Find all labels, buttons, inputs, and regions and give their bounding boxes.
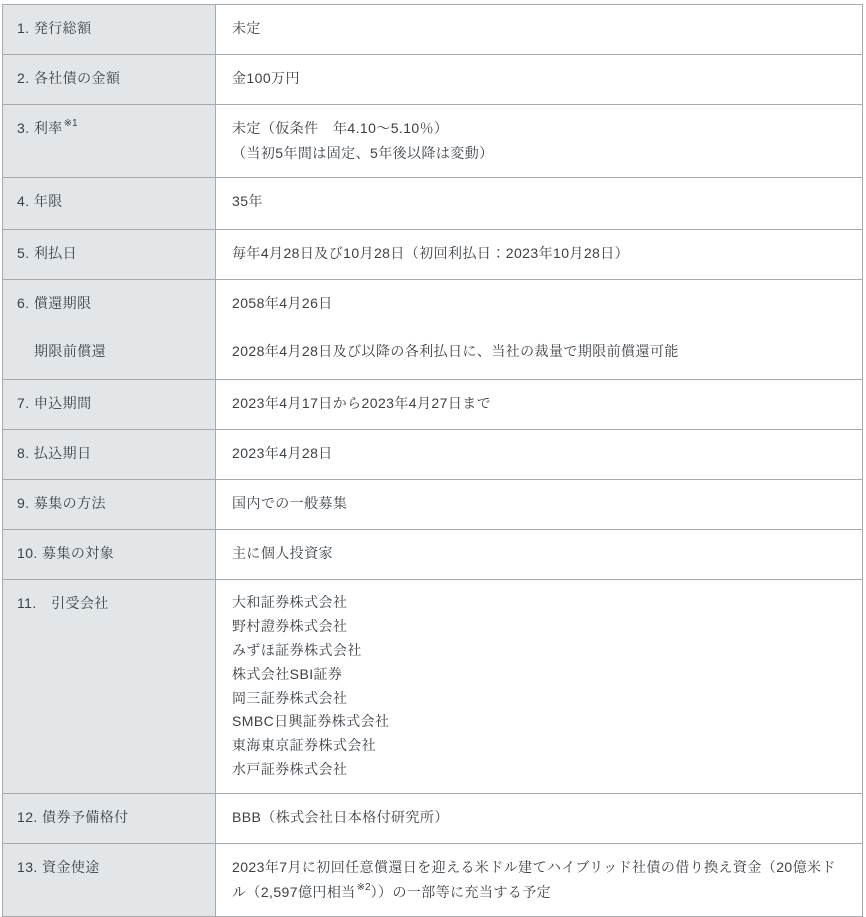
table-row (3, 178, 862, 230)
row-label-text: 13. 資金使途 (17, 858, 100, 875)
row-value-line: 未定（仮条件 年4.10～5.10％） (232, 120, 449, 136)
row-value-text: 主に個人投資家 (232, 545, 333, 562)
table-row (3, 55, 862, 105)
row-value (216, 280, 862, 379)
row-sublabel-text: 期限前償還 (34, 342, 107, 359)
row-label-text: 10. 募集の対象 (17, 545, 115, 562)
row-label-text: 8. 払込期日 (17, 445, 92, 462)
row-value-text: 2023年4月17日から2023年4月27日まで (232, 395, 492, 412)
row-value (216, 480, 862, 529)
row-value (216, 380, 862, 429)
table-row (3, 105, 862, 178)
row-label-text: 5. 利払日 (17, 245, 78, 262)
row-value-text: 毎年4月28日及び10月28日（初回利払日：2023年10月28日） (232, 245, 630, 262)
footnote-marker-2: ※2 (356, 882, 371, 894)
row-label-text: 6. 償還期限 (17, 295, 92, 312)
row-label (3, 105, 216, 177)
underwriter-item: 東海東京証券株式会社 (232, 737, 377, 754)
row-value (216, 230, 862, 279)
table-row (3, 430, 862, 480)
row-label (3, 5, 216, 54)
row-value (216, 530, 862, 579)
row-value (216, 55, 862, 104)
row-label (3, 55, 216, 104)
row-label (3, 844, 216, 916)
row-value-text: 国内での一般募集 (232, 495, 348, 512)
row-label-text: 4. 年限 (17, 193, 63, 210)
footnote-marker-1: ※1 (63, 118, 78, 130)
row-label (3, 794, 216, 843)
row-label-text: 1. 発行総額 (17, 20, 92, 36)
row-value-line: （当初5年間は固定、5年後以降は変動） (232, 145, 494, 162)
underwriter-item: 野村證券株式会社 (232, 618, 348, 635)
row-value-text: 未定 (232, 20, 261, 36)
row-value-text (232, 855, 842, 905)
row-value-text: 2058年4月26日 (232, 295, 333, 312)
underwriter-item: 大和証券株式会社 (232, 594, 348, 611)
table-row (3, 280, 862, 380)
row-label-text: 11. 引受会社 (17, 595, 109, 612)
underwriter-item: 水戸証券株式会社 (232, 760, 348, 777)
row-label-text: 12. 債券予備格付 (17, 808, 129, 825)
row-subvalue-text: 2028年4月28日及び以降の各利払日に、当社の裁量で期限前償還可能 (232, 342, 679, 359)
row-value-segment: 2023年7月に初回任意償還日を迎える米ドル建てハイブリッド社債の借り換え資金（20億米ドル（2,597億円相当 (232, 858, 836, 900)
row-value-segment: ））の一部等に充当する予定 (370, 883, 552, 900)
row-label (3, 380, 216, 429)
row-value-text: BBB（株式会社日本格付研究所） (232, 808, 449, 825)
row-label (3, 178, 216, 229)
row-label-main: 3. 利率 (17, 120, 63, 136)
row-value (216, 794, 862, 843)
row-value (216, 105, 862, 177)
underwriter-item: 岡三証券株式会社 (232, 689, 348, 706)
row-label-text: 2. 各社債の金額 (17, 70, 121, 86)
row-label-text: 7. 申込期間 (17, 395, 92, 412)
underwriter-list (216, 580, 862, 792)
table-row (3, 794, 862, 844)
row-value (216, 844, 862, 916)
table-row (3, 530, 862, 580)
row-label (3, 230, 216, 279)
row-label (3, 580, 216, 792)
row-value-text: 35年 (232, 193, 263, 210)
bond-terms-table (2, 4, 863, 917)
row-label-text (17, 116, 201, 141)
row-value-text: 金100万円 (232, 70, 300, 86)
row-value (216, 5, 862, 54)
row-label (3, 480, 216, 529)
row-value-text: 2023年4月28日 (232, 445, 333, 462)
row-value (216, 178, 862, 229)
table-row (3, 480, 862, 530)
table-row (3, 380, 862, 430)
row-label (3, 530, 216, 579)
row-label (3, 430, 216, 479)
row-value (216, 430, 862, 479)
row-label (3, 280, 216, 379)
row-label-text: 9. 募集の方法 (17, 495, 106, 512)
underwriter-item: SMBC日興証券株式会社 (232, 713, 390, 730)
underwriter-item: みずほ証券株式会社 (232, 641, 362, 658)
table-row (3, 5, 862, 55)
table-row (3, 580, 862, 793)
underwriter-item: 株式会社SBI証券 (232, 665, 343, 682)
table-row (3, 844, 862, 916)
table-row (3, 230, 862, 280)
